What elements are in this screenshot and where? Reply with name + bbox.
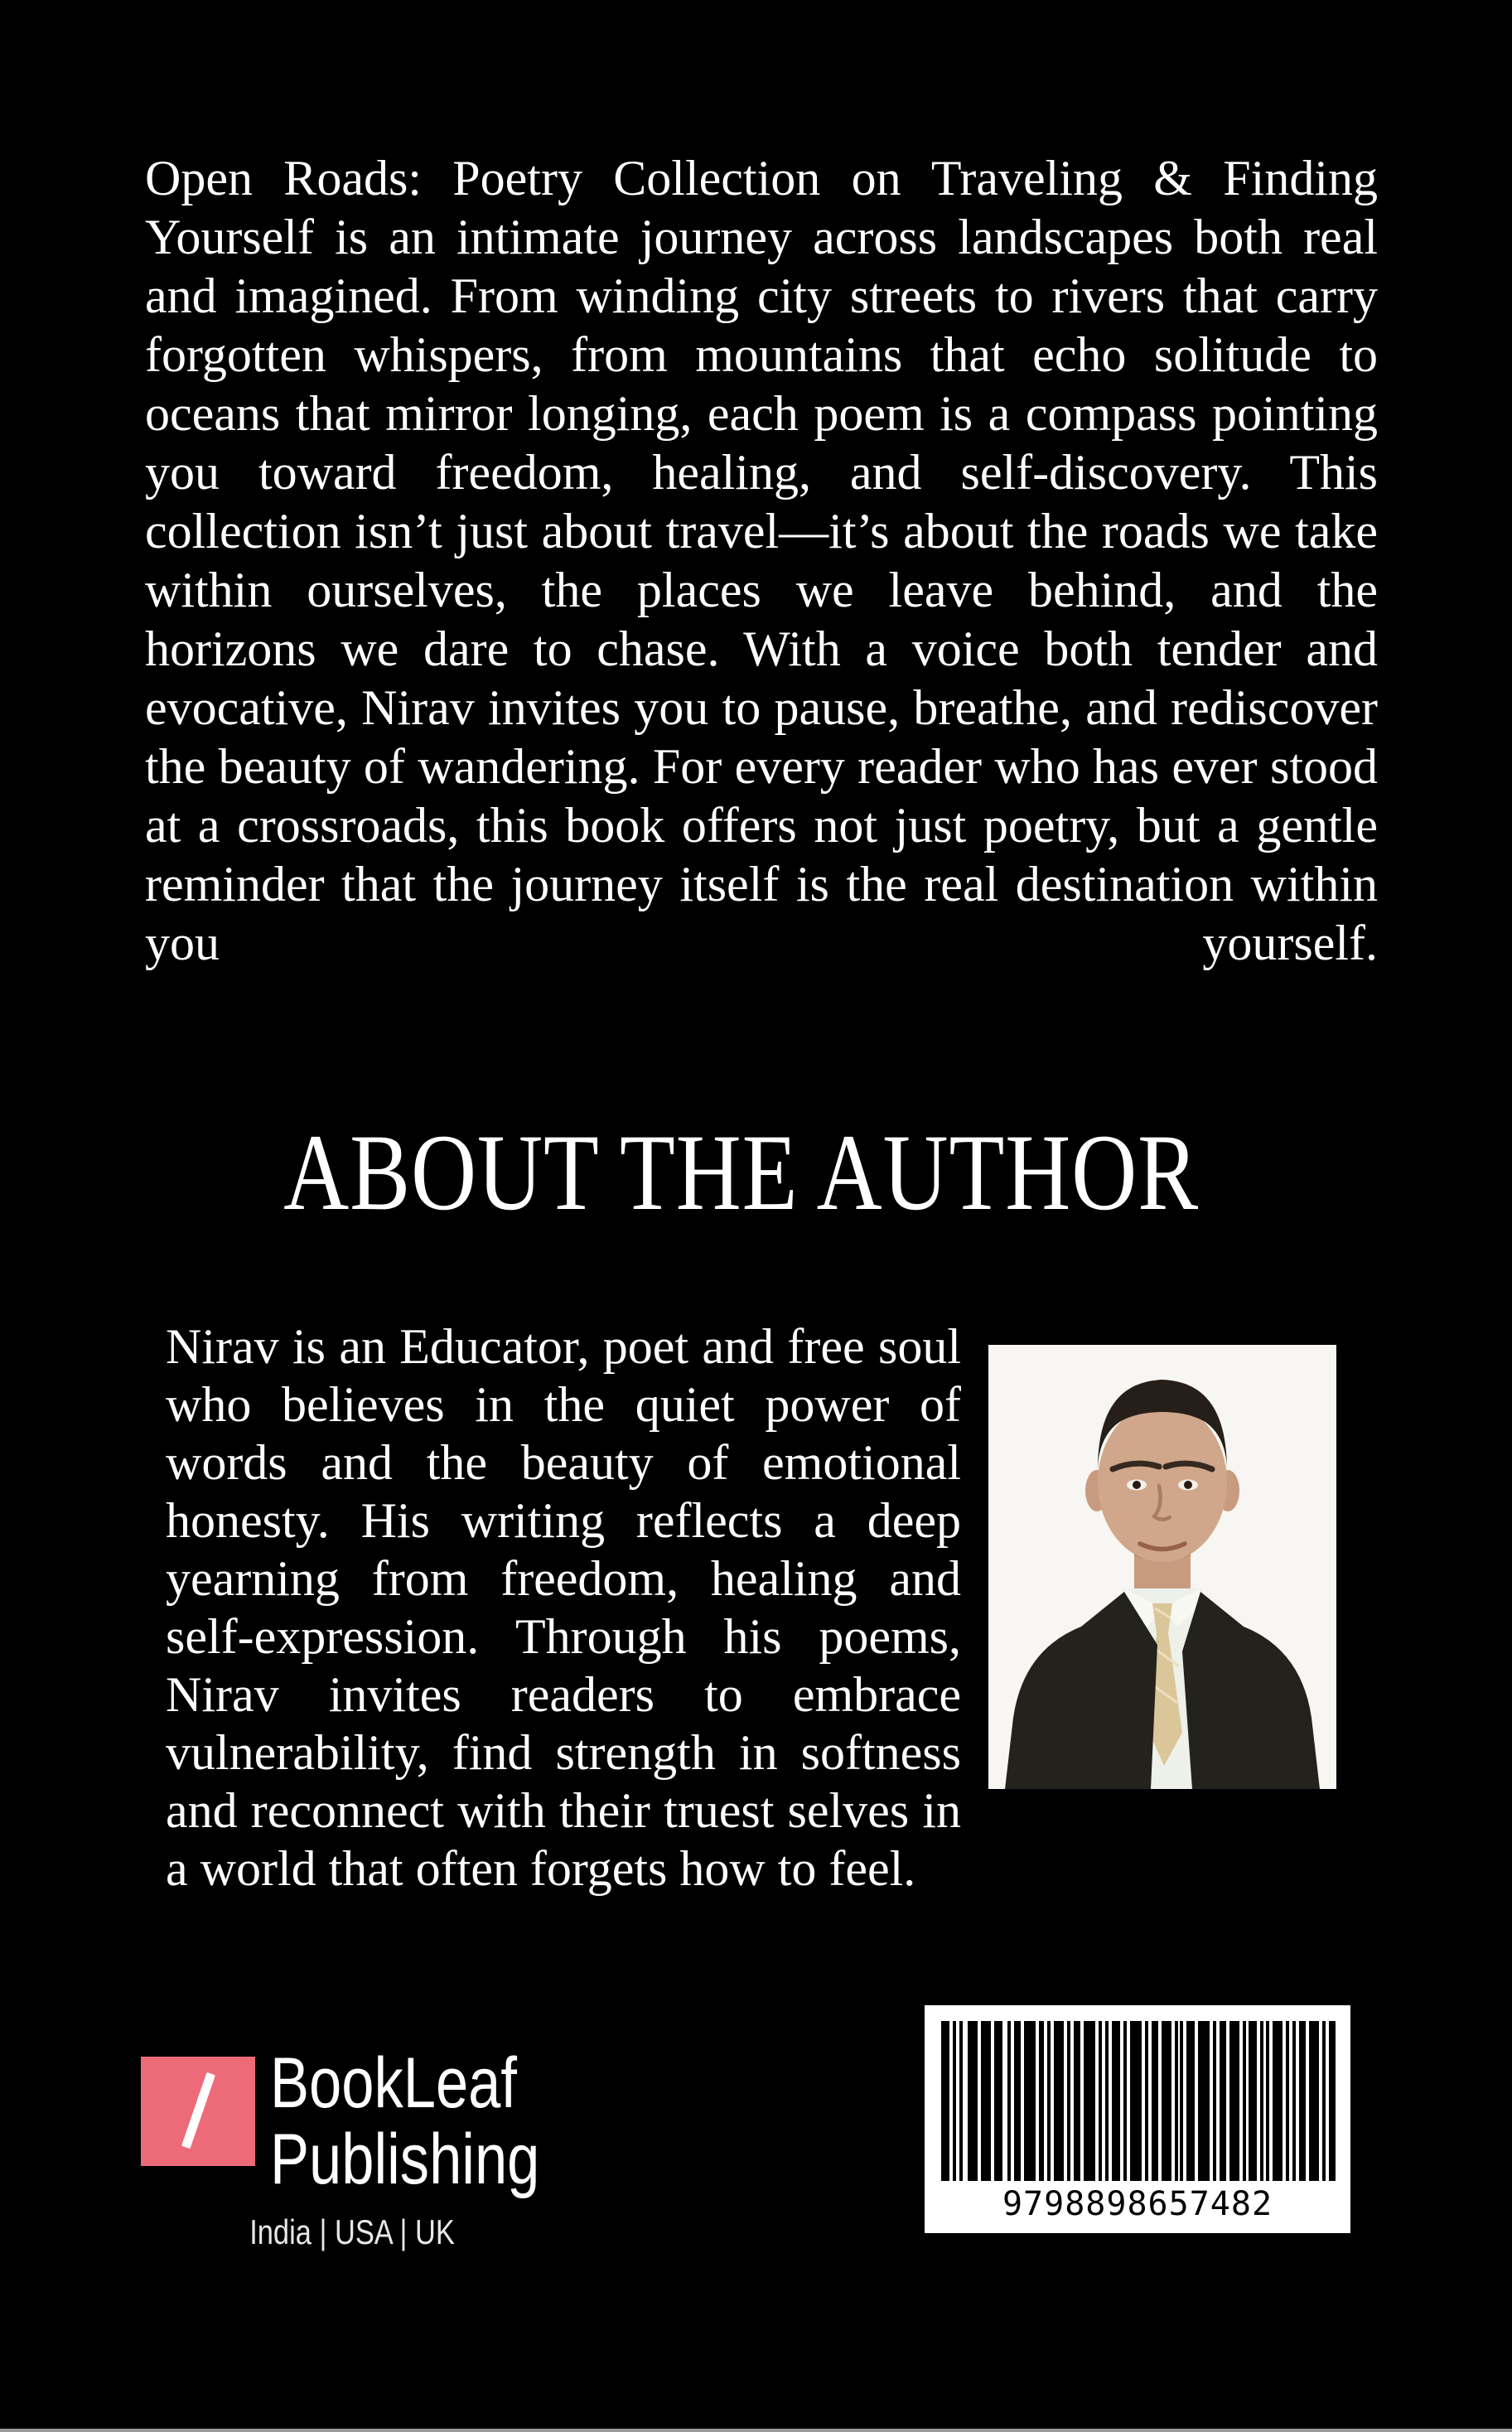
- slash-icon: [181, 2072, 215, 2149]
- publisher-regions: India | USA | UK: [249, 2212, 455, 2251]
- barcode-bars-icon: [941, 2021, 1336, 2181]
- about-section: [0, 1107, 1512, 1238]
- bottom-edge-strip: [0, 2429, 1512, 2432]
- publisher-name: [270, 2045, 539, 2198]
- author-photo: [988, 1345, 1336, 1789]
- barcode: [925, 2005, 1350, 2233]
- isbn-number: 9798898657482: [1002, 2185, 1273, 2223]
- bookleaf-logo-icon: [141, 2057, 255, 2166]
- author-bio: Nirav is an Educator, poet and free soul who believes in the quiet power of words and the beauty of emotional honesty. His writing reflects a deep yearning from freedom, healing and self-expression. Through his poems, Nirav invites readers to embrace vulnerability, find strength in softness and reconnect with their truest selves in a world that often forgets how to feel.: [166, 1319, 961, 1896]
- author-portrait-graphic: [988, 1345, 1336, 1789]
- about-the-author-heading: ABOUT THE AUTHOR: [283, 1111, 1199, 1233]
- publisher-name-line1: BookLeaf: [270, 2043, 517, 2123]
- publisher-name-line2: Publishing: [270, 2120, 540, 2199]
- book-description: Open Roads: Poetry Collection on Traveling & Finding Yourself is an intimate journey across landscapes both real and imagined. From winding city streets to rivers that carry forgotten whispers, from mountains that echo solitude to oceans that mirror longing, each poem is a compass pointing you toward freedom, healing, and self-discovery. This collection isn’t just about travel—it’s about the roads we take within ourselves, the places we leave behind, and the horizons we dare to chase. With a voice both tender and evocative, Nirav invites you to pause, breathe, and rediscover the beauty of wandering. For every reader who has ever stood at a crossroads, this book offers not just poetry, but a gentle reminder that the journey itself is the real destination within you yourself.: [145, 151, 1378, 970]
